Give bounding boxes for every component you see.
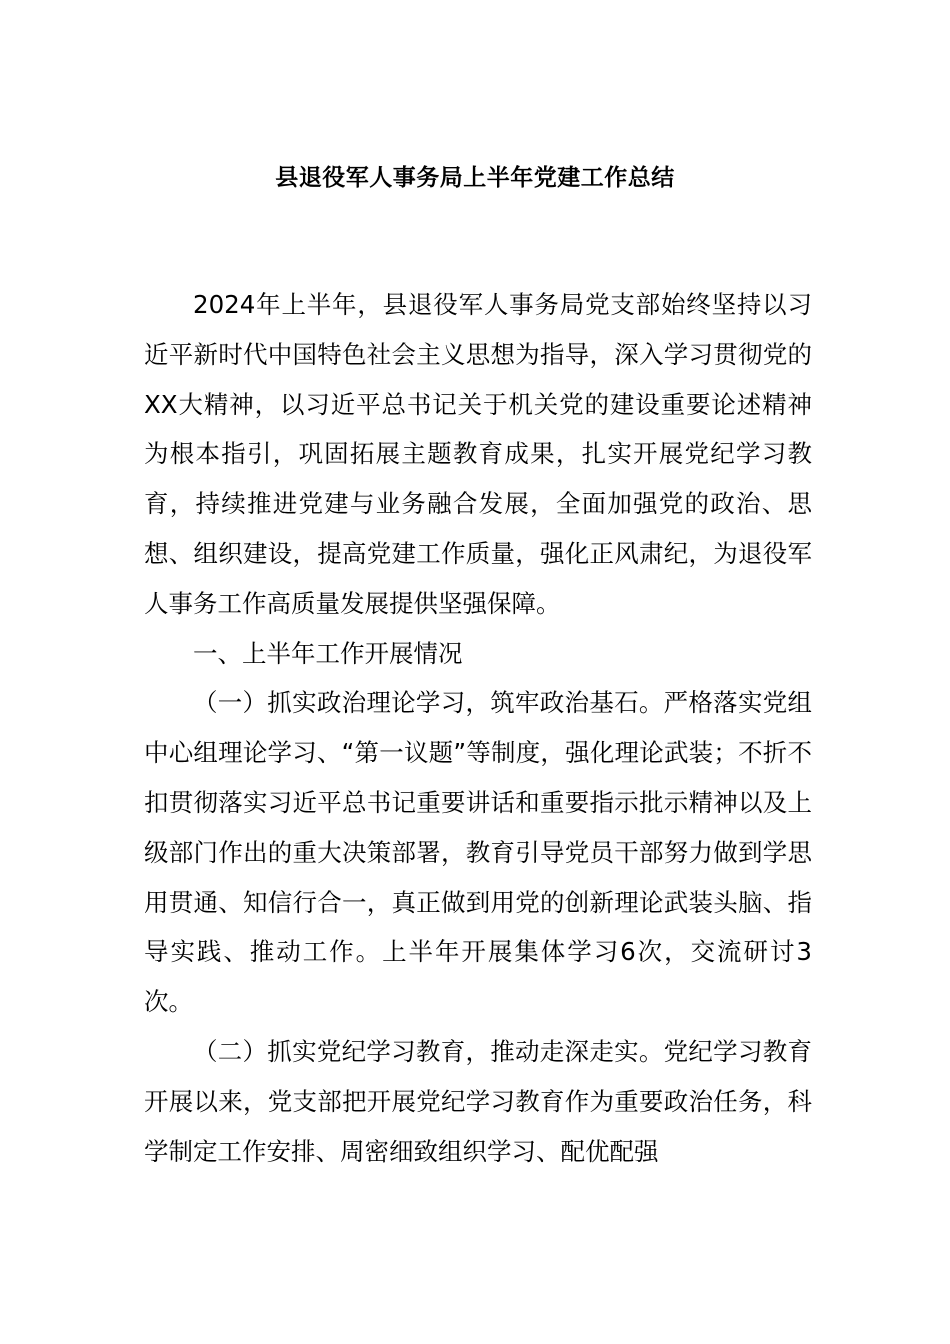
section-heading-1: 一、上半年工作开展情况 [193,638,463,668]
document-title: 县退役军人事务局上半年党建工作总结 [275,165,675,191]
paragraph-item-2: （二）抓实党纪学习教育，推动走深走实。党纪学习教育开展以来，党支部把开展党纪学习教育作为重要政治任务，科学制定工作安排、周密细致组织学习、配优配强 [144,1036,812,1166]
paragraph-item-1: （一）抓实政治理论学习，筑牢政治基石。严格落实党组中心组理论学习、“第一议题”等制度，强化理论武装；不折不扣贯彻落实习近平总书记重要讲话和重要指示批示精神以及上级部门作出的重大决策部署，教育引导党员干部努力做到学思用贯通、知信行合一，真正做到用党的创新理论武装头脑、指导实践、推动工作。上半年开展集体学习6次，交流研讨3次。 [144,688,812,1017]
document-body [144,280,812,1176]
paragraph-intro: 2024年上半年，县退役军人事务局党支部始终坚持以习近平新时代中国特色社会主义思想为指导，深入学习贯彻党的XX大精神，以习近平总书记关于机关党的建设重要论述精神为根本指引，巩固拓展主题教育成果，扎实开展党纪学习教育，持续推进党建与业务融合发展，全面加强党的政治、思想、组织建设，提高党建工作质量，强化正风肃纪，为退役军人事务工作高质量发展提供坚强保障。 [144,290,812,618]
